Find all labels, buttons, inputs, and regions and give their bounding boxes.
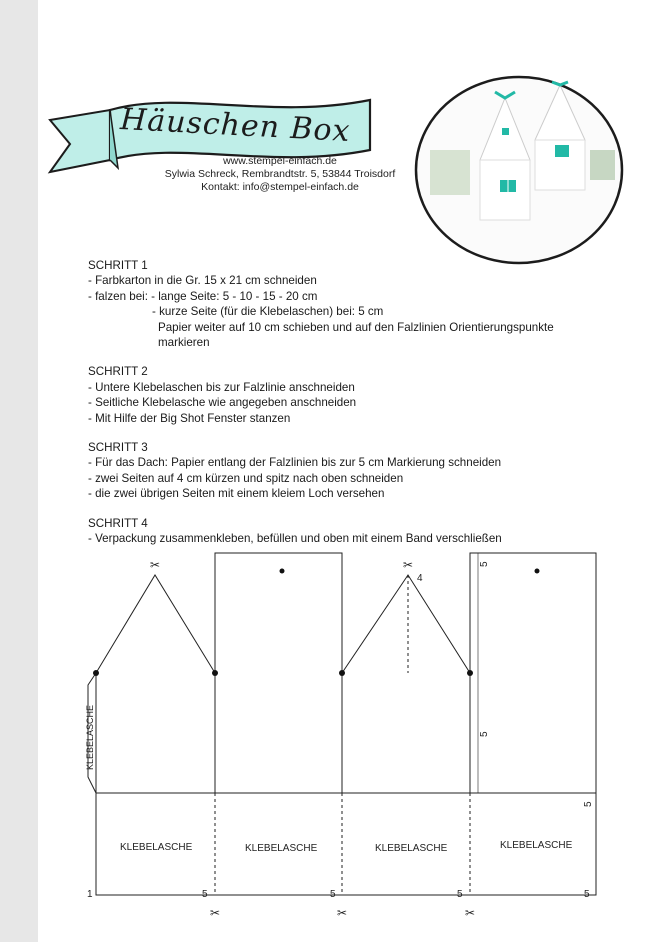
page-title: Häuschen Box — [119, 102, 352, 150]
point-dot — [93, 670, 99, 676]
step-heading: SCHRITT 1 — [88, 259, 148, 272]
step-heading: SCHRITT 2 — [88, 365, 148, 379]
step-line: - Verpackung zusammenkleben, befüllen und oben mit einem Band verschließen — [88, 532, 502, 546]
step-line: - Für das Dach: Papier entlang der Falzlinien bis zur 5 cm Markierung schneiden — [88, 456, 502, 470]
email-text: Kontakt: info@stempel-einfach.de — [201, 181, 359, 193]
point-dot — [212, 670, 218, 676]
step-line: - Farbkarton in die Gr. 15 x 21 cm schneiden — [88, 274, 317, 288]
scissors-icon: ✂ — [465, 906, 476, 920]
hole-dot-icon — [535, 569, 540, 574]
scissors-icon: ✂ — [150, 558, 161, 572]
mark-bottom-left: 1 — [87, 889, 93, 900]
step-line: - Untere Klebelaschen bis zur Falzlinie anschneiden — [88, 380, 355, 394]
mark-side-right: 5 — [479, 731, 490, 737]
step-line: - die zwei übrigen Seiten mit einem kleiem Loch versehen — [88, 487, 385, 501]
bottom-flap-label: KLEBELASCHE — [375, 843, 448, 854]
step-3 — [88, 440, 608, 502]
mark-roof-short: 4 — [417, 573, 423, 584]
step-heading: SCHRITT 3 — [88, 441, 148, 455]
mark-fold-right: 5 — [583, 801, 594, 807]
address-text: Sylwia Schreck, Rembrandtstr. 5, 53844 Troisdorf — [164, 168, 396, 180]
scissors-icon: ✂ — [210, 906, 221, 920]
point-dot — [467, 670, 473, 676]
product-photo — [410, 70, 628, 270]
mark-bottom: 5 — [202, 889, 208, 900]
step-line: - Seitliche Klebelasche wie angegeben anschneiden — [88, 396, 357, 410]
point-dot — [339, 670, 345, 676]
step-2 — [88, 364, 608, 426]
mark-bottom: 5 — [584, 889, 590, 900]
bottom-flap-label: KLEBELASCHE — [245, 843, 318, 854]
hole-dot-icon — [280, 569, 285, 574]
step-heading: SCHRITT 4 — [88, 516, 148, 530]
mark-top-right: 5 — [479, 561, 490, 567]
step-line: - zwei Seiten auf 4 cm kürzen und spitz nach oben schneiden — [88, 471, 404, 485]
contact-block — [160, 155, 400, 194]
mark-bottom: 5 — [330, 889, 336, 900]
step-1 — [88, 258, 608, 350]
scissors-icon: ✂ — [403, 558, 414, 572]
step-line: - kurze Seite (für die Klebelaschen) bei: 5 cm — [152, 305, 384, 319]
step-line: - Mit Hilfe der Big Shot Fenster stanzen — [88, 411, 291, 425]
website-text: www.stempel-einfach.de — [223, 155, 337, 167]
step-line: - falzen bei: - lange Seite: 5 - 10 - 15 - 20 cm — [88, 289, 318, 303]
bottom-flap-label: KLEBELASCHE — [500, 840, 573, 851]
side-flap-label: KLEBELASCHE — [85, 704, 95, 770]
box-template — [60, 545, 620, 930]
scissors-icon: ✂ — [337, 906, 348, 920]
page-margin-bar — [0, 0, 38, 942]
bottom-flap-label: KLEBELASCHE — [120, 842, 193, 853]
step-line: Papier weiter auf 10 cm schieben und auf den Falzlinien Orientierungspunkte markieren — [158, 320, 554, 350]
instructions — [88, 258, 608, 561]
mark-bottom: 5 — [457, 889, 463, 900]
step-4 — [88, 516, 608, 547]
